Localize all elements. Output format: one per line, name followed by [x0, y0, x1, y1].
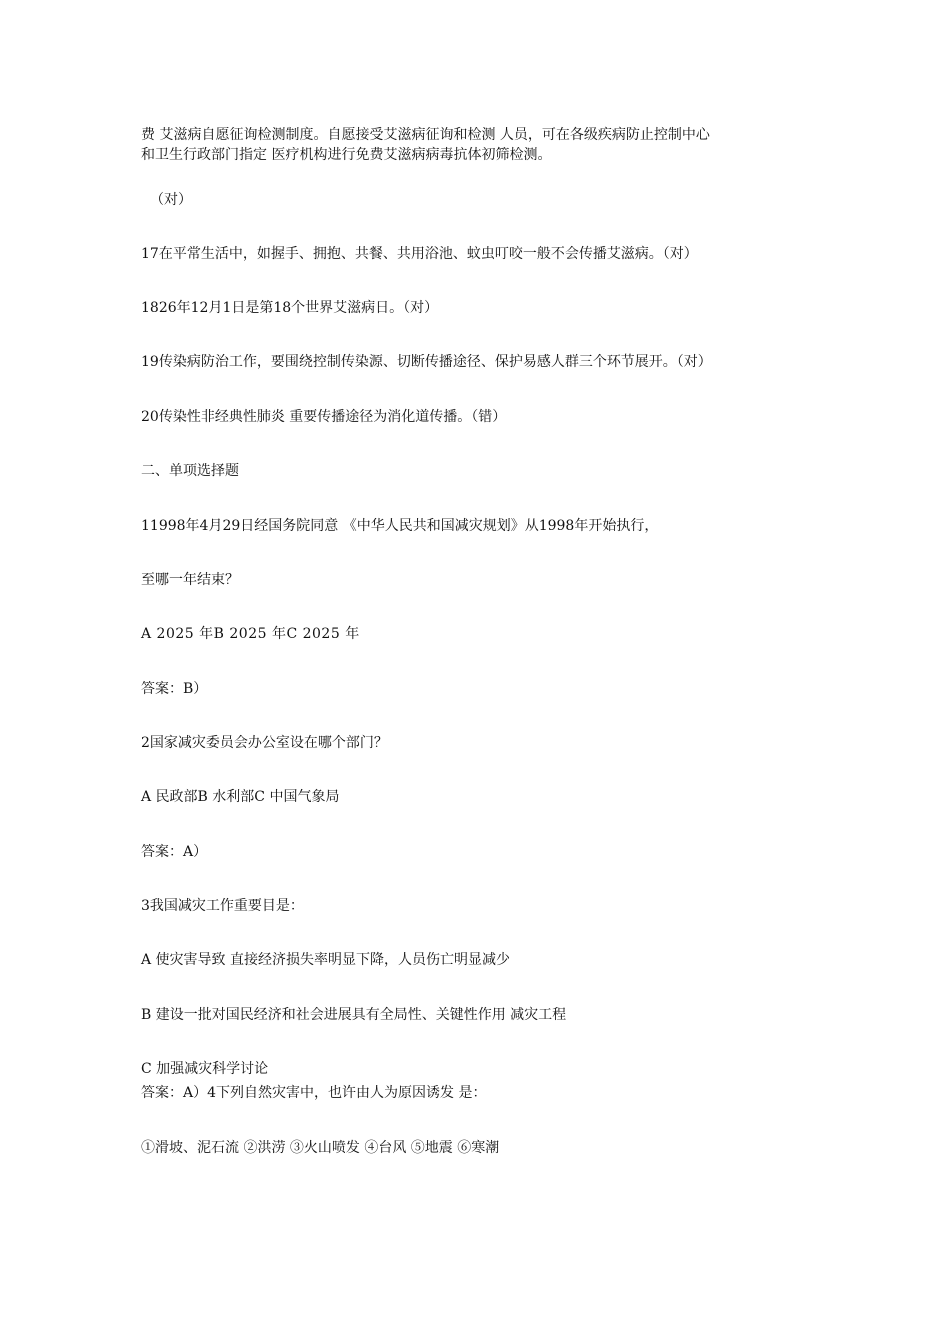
item-19: 19传染病防治工作，要围绕控制传染源、切断传播途径、保护易感人群三个环节展开。（对） [141, 354, 712, 370]
q4-choices: ①滑坡、泥石流 ②洪涝 ③火山喷发 ④台风 ⑤地震 ⑥寒潮 [141, 1140, 500, 1156]
q3-option-b: B 建设一批对国民经济和社会进展具有全局性、关键性作用 减灾工程 [141, 1007, 567, 1023]
q1-line-2: 至哪一年结束？ [141, 572, 239, 588]
q3-answer-q4-question: 答案：A）4下列自然灾害中，也许由人为原因诱发 是： [141, 1085, 487, 1101]
q1-line-1: 11998年4月29日经国务院同意 《中华人民共和国减灾规划》从1998年开始执行， [141, 518, 659, 534]
section-title: 二、单项选择题 [141, 463, 239, 479]
q3-option-a: A 使灾害导致 直接经济损失率明显下降，人员伤亡明显减少 [141, 952, 511, 968]
intro-line-2: 和卫生行政部门指定 医疗机构进行免费艾滋病病毒抗体初筛检测。 [141, 147, 552, 163]
q2-question: 2国家减灾委员会办公室设在哪个部门？ [141, 735, 388, 751]
q3-question: 3我国减灾工作重要目是： [141, 898, 304, 914]
q2-options: A 民政部B 水利部C 中国气象局 [141, 789, 340, 805]
q2-answer: 答案：A） [141, 844, 208, 860]
q1-options: A 2025 年B 2025 年C 2025 年 [141, 626, 360, 642]
item-20: 20传染性非经典性肺炎 重要传播途径为消化道传播。（错） [141, 409, 507, 425]
item-17: 17在平常生活中，如握手、拥抱、共餐、共用浴池、蚊虫叮咬一般不会传播艾滋病。（对） [141, 246, 698, 262]
intro-answer: （对） [150, 192, 192, 208]
q1-answer: 答案：B） [141, 681, 208, 697]
intro-line-1: 费 艾滋病自愿征询检测制度。自愿接受艾滋病征询和检测 人员，可在各级疾病防止控制中心 [141, 127, 710, 143]
item-18: 1826年12月1日是第18个世界艾滋病日。（对） [141, 300, 439, 316]
q3-option-c: C 加强减灾科学讨论 [141, 1061, 269, 1077]
